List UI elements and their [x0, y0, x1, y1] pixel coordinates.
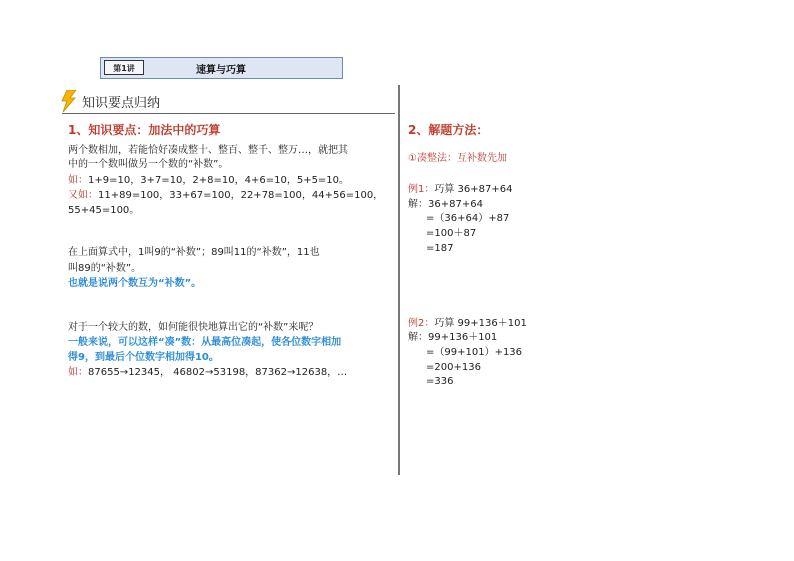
lightning-icon — [60, 90, 78, 112]
example-line — [68, 174, 349, 187]
paragraph-line: 对于一个较大的数，如何能很快地算出它的“补数”来呢？ — [68, 322, 319, 333]
right-heading: 2、解题方法： — [408, 123, 489, 137]
lesson-number: 第1讲 — [104, 60, 144, 75]
solution-line: =200+136 — [426, 362, 481, 373]
example-label: 例1： — [408, 184, 435, 195]
paragraph-line: 在上面算式中，1叫9的“补数”；89叫11的“补数”，11也 — [68, 247, 320, 258]
solution-line: 解：99+136＋101 — [408, 332, 498, 343]
example-title — [408, 317, 527, 330]
example-text: 1+9=10，3+7=10，2+8=10，4+6=10，5+5=10。 — [88, 175, 350, 186]
highlight-line: 一般来说，可以这样“凑”数：从最高位凑起，使各位数字相加 — [68, 337, 342, 348]
example-task: 巧算 99+136＋101 — [434, 318, 527, 329]
example-label: 又如： — [68, 190, 98, 201]
solution-line: =100＋87 — [426, 228, 477, 239]
example-text: 87655→12345， 46802→53198，87362→12638，… — [88, 367, 348, 378]
solution-line: 解：36+87+64 — [408, 199, 483, 210]
paragraph-line: 中的一个数叫做另一个数的“补数”。 — [68, 159, 229, 170]
left-heading: 1、知识要点：加法中的巧算 — [68, 123, 221, 137]
example-line — [68, 366, 347, 379]
example-label: 例2： — [408, 318, 435, 329]
example-label: 如： — [68, 367, 88, 378]
highlight-line: 也就是说两个数互为“补数”。 — [68, 278, 202, 289]
section-rule — [62, 113, 395, 114]
lesson-title: 速算与巧算 — [196, 65, 246, 76]
highlight-line: 得9，到最后个位数字相加得10。 — [68, 352, 219, 363]
section-title: 知识要点归纳 — [82, 96, 161, 111]
solution-line: =（36+64）+87 — [426, 213, 510, 224]
example-line — [68, 189, 383, 202]
method-title: ①凑整法：互补数先加 — [408, 153, 507, 164]
solution-line: =336 — [426, 376, 454, 387]
column-divider — [398, 85, 400, 475]
example-text: 11+89=100，33+67=100，22+78=100，44+56=100， — [98, 190, 384, 201]
solution-line: =（99+101）+136 — [426, 347, 523, 358]
example-task: 巧算 36+87+64 — [434, 184, 513, 195]
example-label: 如： — [68, 175, 88, 186]
solution-line: =187 — [426, 243, 454, 254]
paragraph-line: 两个数相加，若能恰好凑成整十、整百、整千、整万…，就把其 — [68, 145, 348, 156]
example-line: 55+45=100。 — [68, 205, 140, 216]
paragraph-line: 叫89的“补数”。 — [68, 263, 142, 274]
example-title — [408, 183, 513, 196]
